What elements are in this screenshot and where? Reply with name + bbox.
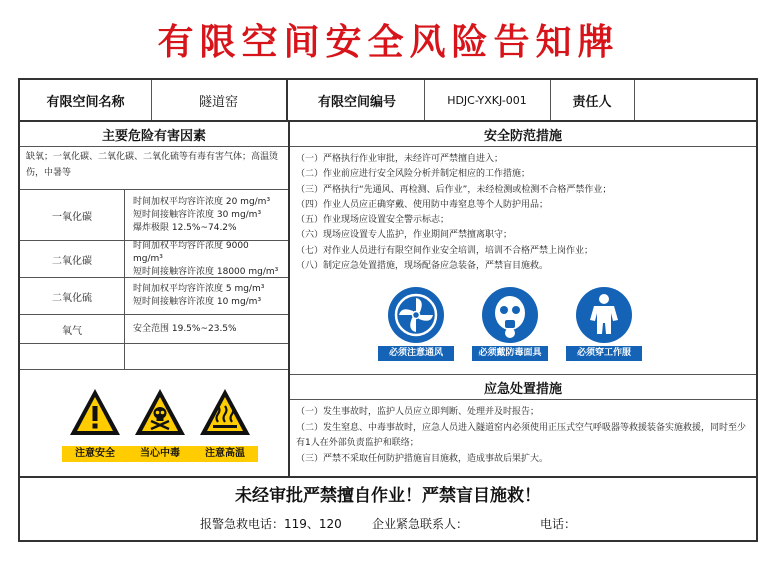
gas-mask-icon	[481, 286, 539, 344]
emergency-item: （二）发生窒息、中毒事故时，应急人员进入隧道窑内必须使用正压式空气呼吸器等救援装备实施救援，同时至少有1人在外部负责监护和联络；	[296, 422, 747, 448]
divider	[634, 80, 635, 120]
code-label: 有限空间编号	[317, 94, 396, 110]
work-clothes-icon	[575, 286, 633, 344]
mandatory-label: 必须戴防毒面具	[472, 346, 548, 361]
safety-item: （二）作业前应进行安全风险分析并制定相应的工作措施；	[296, 169, 531, 180]
gas-limit-line: 爆炸极限 12.5%~74.2%	[133, 222, 237, 233]
divider	[20, 369, 288, 370]
gas-limits	[125, 315, 288, 343]
safety-item: （一）严格执行作业审批，未经许可严禁擅自进入；	[296, 154, 504, 164]
divider	[20, 476, 756, 478]
responsible-value	[634, 80, 756, 120]
divider	[124, 343, 125, 369]
safety-item: （五）作业现场应设置安全警示标志；	[296, 215, 450, 226]
safety-measures-list	[290, 147, 756, 287]
warning-sign-heat	[198, 386, 252, 459]
contact-label: 企业紧急联系人：	[372, 517, 469, 531]
gas-limits	[125, 241, 288, 277]
phone-value: 119、120	[284, 517, 342, 531]
phone-label: 报警急救电话：	[200, 517, 285, 531]
warning-sign-caution	[68, 386, 122, 459]
safety-item: （三）严格执行“先通风、再检测、后作业”，未经检测或检测不合格严禁作业；	[296, 184, 612, 195]
gas-limit-line: 短时间接触容许浓度 30 mg/m³	[133, 209, 262, 220]
gas-limits	[125, 190, 288, 240]
gas-name: 一氧化碳	[52, 211, 92, 223]
exclamation-warning-icon	[68, 386, 122, 440]
safety-item: （七）对作业人员进行有限空间作业安全培训，培训不合格严禁上岗作业；	[296, 245, 594, 256]
mandatory-label: 必须注意通风	[378, 346, 454, 361]
hazards-heading: 主要危险有害因素	[101, 128, 206, 144]
divider	[151, 80, 152, 120]
skull-poison-icon	[133, 386, 187, 440]
divider	[286, 80, 288, 120]
emergency-item: （三）严禁不采取任何防护措施盲目施救，造成事故后果扩大。	[296, 453, 549, 464]
gas-limit-line: 短时间接触容许浓度 10 mg/m³	[133, 297, 262, 307]
heat-warning-icon	[198, 386, 252, 440]
footer-warning: 未经审批严禁擅自作业！严禁盲目施救！	[235, 486, 541, 506]
warning-label: 当心中毒	[127, 446, 193, 462]
mandatory-sign-ventilation	[387, 286, 445, 344]
gas-limit-line: 短时间接触容许浓度 18000 mg/m³	[133, 266, 279, 277]
warning-label: 注意安全	[62, 446, 128, 462]
gas-name: 氧气	[62, 325, 82, 337]
name-label: 有限空间名称	[46, 94, 125, 110]
divider	[550, 80, 551, 120]
gas-limit-line: 时间加权平均容许浓度 5 mg/m³	[133, 284, 265, 294]
emergency-item: （一）发生事故时，监护人员应立即判断、处理并及时报告；	[296, 407, 540, 417]
safety-heading: 安全防范措施	[483, 128, 562, 144]
safety-item: （四）作业人员应正确穿戴、使用防中毒窒息等个人防护用品；	[296, 199, 549, 210]
emergency-heading: 应急处置措施	[483, 381, 562, 397]
safety-item: （八）制定应急处置措施，现场配备应急装备，严禁盲目施救。	[296, 261, 549, 272]
gas-limits	[125, 278, 288, 314]
page-title: 有限空间安全风险告知牌	[157, 21, 620, 63]
gas-limit-line: 时间加权平均容许浓度 20 mg/m³	[133, 196, 271, 207]
mandatory-sign-gas-mask	[481, 286, 539, 344]
mandatory-sign-work-clothes	[575, 286, 633, 344]
emergency-measures-list	[290, 400, 756, 476]
ventilation-fan-icon	[387, 286, 445, 344]
risk-board	[18, 78, 758, 542]
tel-label: 电话：	[540, 517, 577, 531]
gas-limit-line: 时间加权平均容许浓度 9000 mg/m³	[133, 241, 249, 264]
hazards-summary: 缺氧；一氧化碳、二氧化碳、二氧化硫等有毒有害气体；高温烫伤，中暑等	[26, 152, 279, 178]
name-value: 隧道窑	[198, 94, 238, 110]
warning-label: 注意高温	[192, 446, 258, 462]
divider	[424, 80, 425, 120]
warning-sign-poison	[133, 386, 187, 459]
mandatory-label: 必须穿工作服	[566, 346, 642, 361]
safety-item: （六）现场应设置专人监护，作业期间严禁擅离职守；	[296, 230, 513, 241]
gas-name: 二氧化硫	[52, 292, 92, 304]
code-value: HDJC-YXKJ-001	[447, 93, 527, 107]
gas-name: 二氧化碳	[52, 255, 92, 267]
gas-limit-line: 安全范围 19.5%~23.5%	[133, 323, 237, 334]
divider	[20, 343, 288, 344]
responsible-label: 责任人	[572, 94, 612, 110]
